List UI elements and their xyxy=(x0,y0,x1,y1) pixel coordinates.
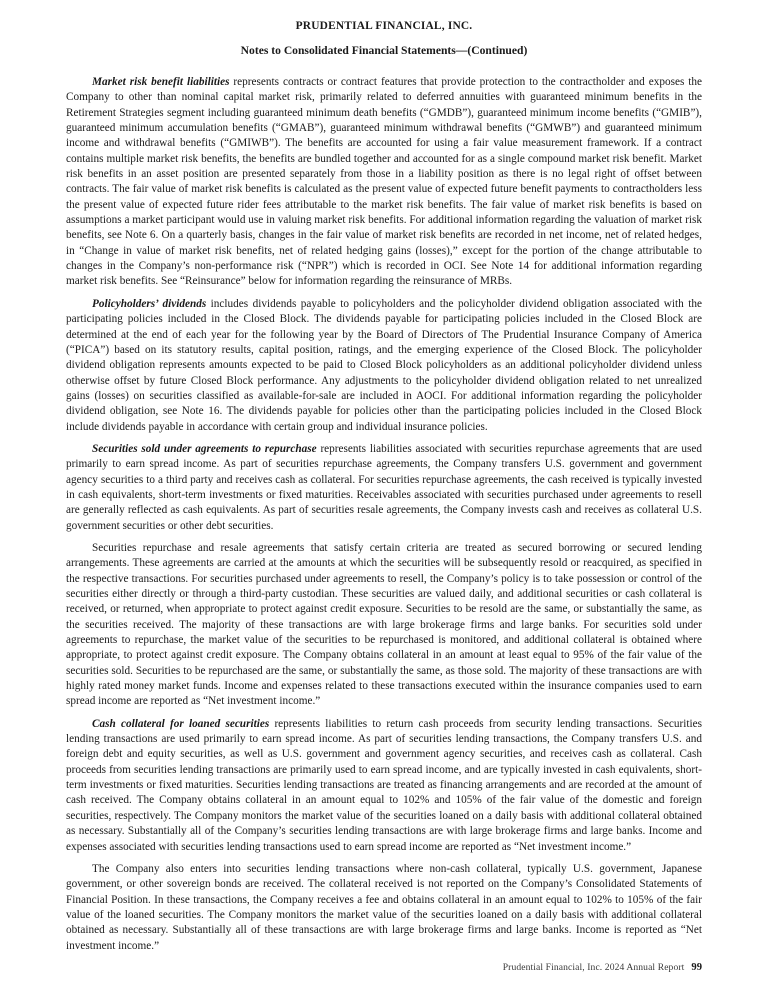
paragraph-securities-repurchase-and-resale-agreements xyxy=(66,541,702,710)
paragraph-lead-in: Policyholders’ dividends xyxy=(92,297,207,310)
paragraph-market-risk-benefit-liabilities xyxy=(66,75,702,290)
footer-note: Prudential Financial, Inc. 2024 Annual Report xyxy=(502,962,685,973)
paragraph-non-cash-collateral xyxy=(66,862,702,954)
paragraph-text: Securities repurchase and resale agreements that satisfy certain criteria are treated as secured borrowing or secured lending arrangements. These agreements are carried at the amounts at which the securities will be subsequently resold or reacquired, as specified in the respective transactions. For securities purchased under agreements to resell, the Company’s policy is to take possession or control of the securities either directly or through a third-party custodian. These securities are valued daily, and additional securities or cash collateral is received, or returned, when appropriate to protect against credit exposure. Securities to be resold are the same, or substantially the same, as the securities received. The majority of these transactions are with large brokerage firms and large banks. For securities sold under agreements to repurchase, the market value of the securities to be repurchased is monitored, and additional collateral is obtained where appropriate, to protect against credit exposure. The Company obtains collateral in an amount at least equal to 95% of the fair value of the securities sold. Securities to be repurchased are the same, or substantially the same, as those sold. The majority of these transactions are with highly rated money market funds. Income and expenses related to these transactions executed within the insurance companies used to earn spread income are reported as “Net investment income.” xyxy=(66,541,702,708)
paragraph-policyholders-dividends xyxy=(66,297,702,435)
paragraph-text: The Company also enters into securities lending transactions where non-cash collateral, typically U.S. government, Japanese government, or other sovereign bonds are received. The collateral received is not reported on the Company’s Consolidated Statements of Financial Position. In these transactions, the Company receives a fee and obtains collateral in an amount equal to 102% to 105% of the fair value of the loaned securities. The Company monitors the market value of the securities loaned on a daily basis with additional collateral obtained as necessary. Substantially all of these transactions are with large brokerage firms and large banks. Income is reported as “Net investment income.” xyxy=(66,862,702,952)
paragraph-securities-sold-under-agreements-to-repurchase xyxy=(66,442,702,534)
paragraph-text: represents contracts or contract features that provide protection to the contractholder and exposes the Company to other than nominal capital market risk, primarily related to deferred annuities with guaranteed minimum benefits in the Retirement Strategies segment including guaranteed minimum death benefits (“GMDB”), guaranteed minimum income benefits (“GMIB”), guaranteed minimum accumulation benefits (“GMAB”), guaranteed minimum withdrawal benefits (“GMWB”) and guaranteed minimum income and withdrawal benefits (“GMIWB”). The benefits are accounted for using a fair value measurement framework. If a contract contains multiple market risk benefits, the benefits are bundled together and accounted for as a single compound market risk benefit. Market risk benefits in an asset position are presented separately from those in a liability position as there is no legal right of offset between contracts. The fair value of market risk benefits is calculated as the present value of expected future benefit payments to contractholders less the present value of expected future rider fees attributable to the market risk benefits. The fair value of market risk benefits is based on assumptions a market participant would use in valuing market risk benefits. For additional information regarding the valuation of market risk benefits, see Note 6. On a quarterly basis, changes in the fair value of market risk benefits are recorded in net income, net of related hedges, in “Change in value of market risk benefits, net of related hedging gains (losses),” except for the portion of the change attributable to changes in the Company’s non-performance risk (“NPR”) which is recorded in OCI. See Note 14 for additional information regarding market risk benefits. See “Reinsurance” below for information regarding the reinsurance of MRBs. xyxy=(66,76,703,288)
page-subtitle: Notes to Consolidated Financial Statements—(Continued) xyxy=(240,44,528,57)
page-footer xyxy=(66,962,702,973)
paragraph-cash-collateral-for-loaned-securities xyxy=(66,717,702,855)
paragraph-lead-in: Market risk benefit liabilities xyxy=(92,76,230,88)
paragraph-lead-in: Cash collateral for loaned securities xyxy=(92,717,270,730)
page-title: PRUDENTIAL FINANCIAL, INC. xyxy=(295,20,473,32)
paragraph-text: represents liabilities associated with securities repurchase agreements that are used primarily to earn spread income. As part of securities repurchase agreements, the Company transfers U.S. government and government agency securities to a third party and receives cash as collateral. For securities repurchase agreements, the cash received is typically invested in cash equivalents, short-term investments or fixed maturities. Receivables associated with securities purchased under agreements to resell are generally reflected as cash equivalents. As part of securities resale agreements, the Company invests cash and receives as collateral U.S. government securities or other debt securities. xyxy=(66,442,702,532)
paragraph-lead-in: Securities sold under agreements to repurchase xyxy=(92,442,317,455)
paragraph-text: represents liabilities to return cash proceeds from security lending transactions. Securities lending transactions are used primarily to earn spread income. As part of securities lending transactions, the Company transfers U.S. and foreign debt and equity securities, as well as U.S. government and government agency securities, and receives cash as collateral. Cash proceeds from securities lending transactions are primarily used to earn spread income, and are typically invested in cash equivalents, short-term investments or fixed maturities. Securities lending transactions are treated as financing arrangements and are recorded at the amount of cash received. The Company obtains collateral in an amount equal to 102% and 105% of the fair value of the domestic and foreign securities, respectively. The Company monitors the market value of the securities loaned on a daily basis with additional collateral obtained as necessary. Substantially all of the Company’s securities lending transactions are with large brokerage firms and large banks. Income and expenses associated with securities lending transactions used to earn spread income are reported as “Net investment income.” xyxy=(66,717,702,853)
paragraph-text: includes dividends payable to policyholders and the policyholder dividend obligation associated with the participating policies included in the Closed Block. The dividends payable for participating policies included in the Closed Block are determined at the end of each year for the following year by the Board of Directors of The Prudential Insurance Company of America (“PICA”) based on its statutory results, capital position, ratings, and the emerging experience of the Closed Block. The policyholder dividend obligation represents amounts expected to be paid to Closed Block policyholders as an additional policyholder dividend unless otherwise offset by future Closed Block performance. Any adjustments to the policyholder dividend obligation related to net unrealized gains (losses) on securities classified as available-for-sale are included in AOCI. For additional information regarding the policyholder dividend obligation, see Note 16. The dividends payable for policies other than the participating policies included in the Closed Block include dividends payable in accordance with certain group and individual insurance policies. xyxy=(66,297,702,433)
body-text xyxy=(66,75,702,954)
page-number: 99 xyxy=(691,962,702,973)
page-content xyxy=(66,18,702,954)
